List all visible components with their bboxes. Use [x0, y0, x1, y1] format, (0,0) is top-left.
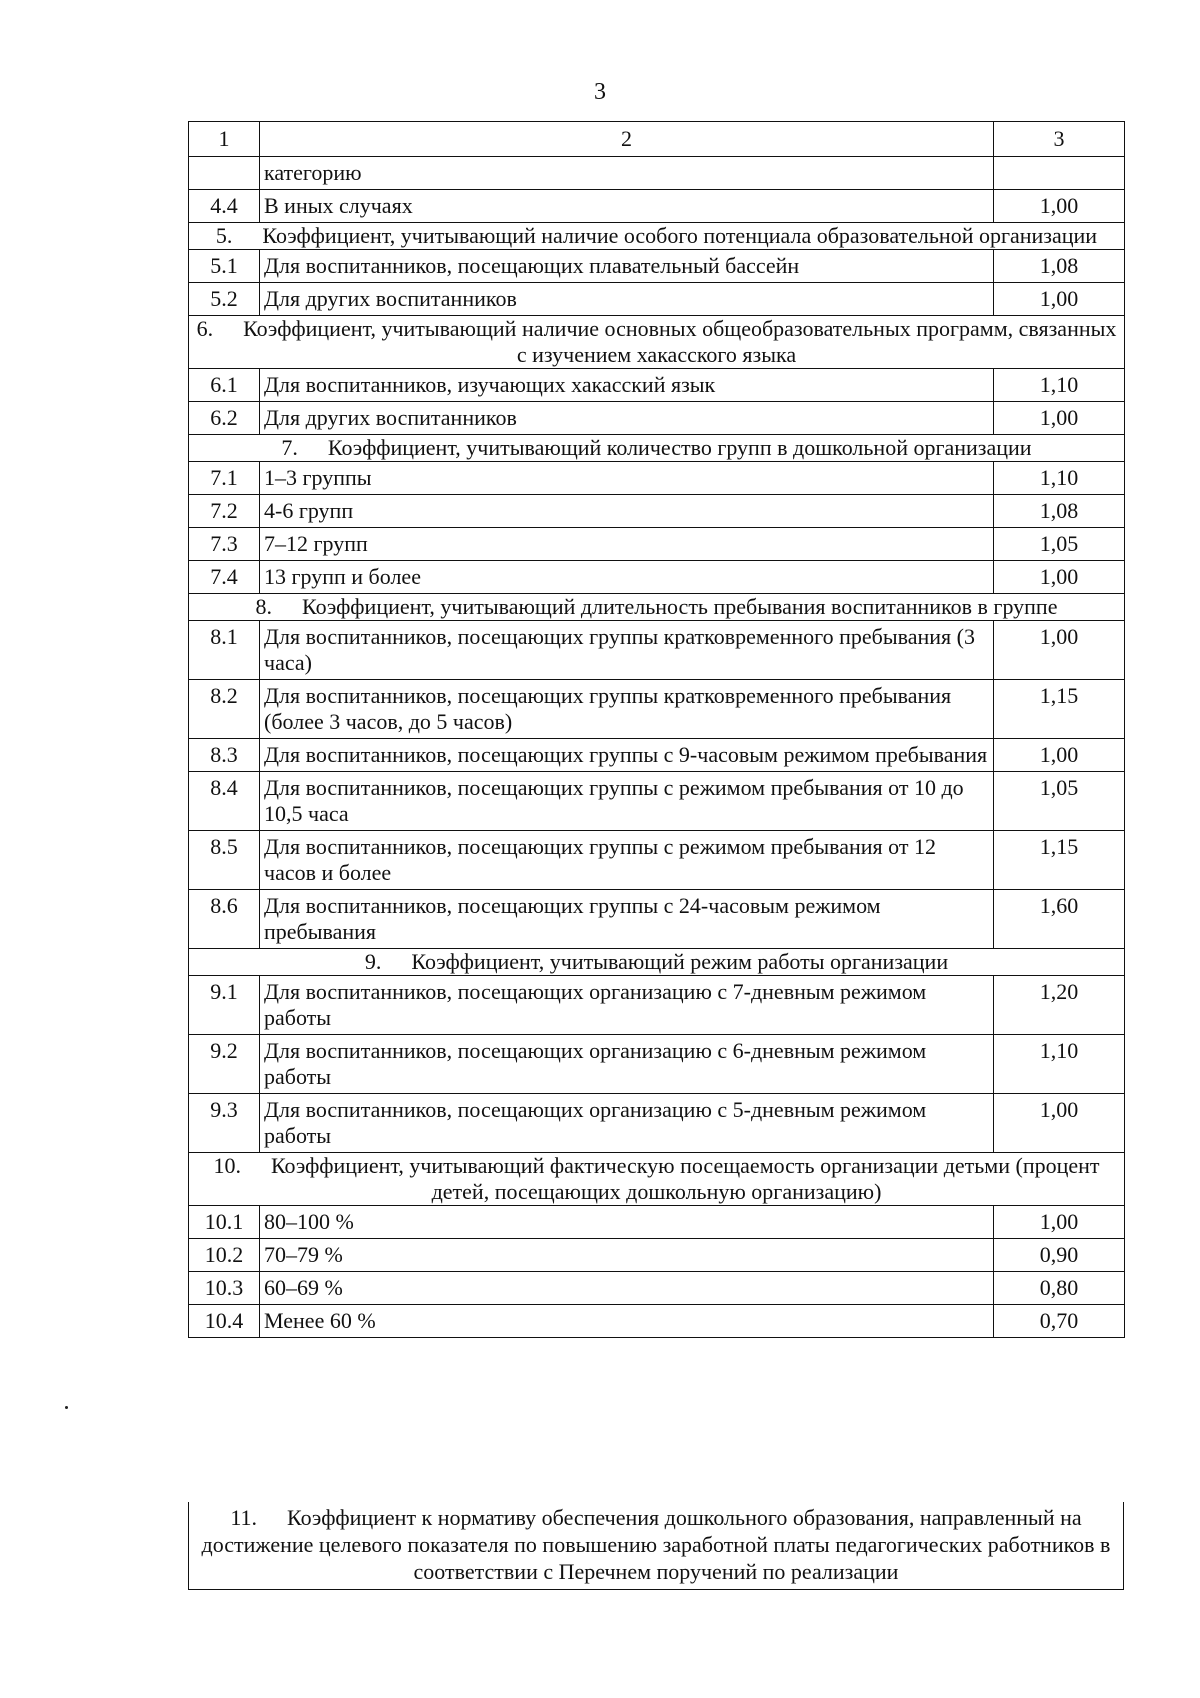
table-row: [189, 402, 1125, 435]
row-description: Для других воспитанников: [260, 283, 994, 316]
table-row: [189, 462, 1125, 495]
row-number: 8.6: [189, 890, 260, 949]
row-description: 7–12 групп: [260, 528, 994, 561]
section-title: Коэффициент, учитывающий режим работы организации: [411, 949, 949, 974]
table-row: [189, 1035, 1125, 1094]
row-coefficient: 1,10: [994, 1035, 1125, 1094]
table-row: [189, 190, 1125, 223]
row-number: 5.2: [189, 283, 260, 316]
table-row: [189, 369, 1125, 402]
final-section-text: Коэффициент к нормативу обеспечения дошкольного образования, направленный на достижение целевого показателя по повышению заработной платы педагогических работников в соответствии с Перечнем поручений по реализации: [201, 1505, 1111, 1584]
row-number: 5.1: [189, 250, 260, 283]
section-cell: [189, 223, 1125, 250]
row-description: 80–100 %: [260, 1206, 994, 1239]
table-row: [189, 1305, 1125, 1338]
section-cell: [189, 435, 1125, 462]
row-coefficient: 1,60: [994, 890, 1125, 949]
row-coefficient: 1,00: [994, 1206, 1125, 1239]
header-col-2: 2: [260, 122, 994, 157]
row-description: Для воспитанников, посещающих группы с режимом пребывания от 10 до 10,5 часа: [260, 772, 994, 831]
row-description: 60–69 %: [260, 1272, 994, 1305]
section-row: [189, 316, 1125, 369]
table-row: [189, 831, 1125, 890]
section-row: [189, 594, 1125, 621]
row-number: 7.1: [189, 462, 260, 495]
stray-mark: [65, 1406, 68, 1409]
section-number: 5.: [215, 223, 233, 248]
row-coefficient: 0,70: [994, 1305, 1125, 1338]
row-coefficient: 1,10: [994, 369, 1125, 402]
row-number: 8.5: [189, 831, 260, 890]
row-description: В иных случаях: [260, 190, 994, 223]
row-description: Для воспитанников, посещающих группы с 24-часовым режимом пребывания: [260, 890, 994, 949]
row-number: 8.3: [189, 739, 260, 772]
section-number: 9.: [364, 949, 382, 974]
section-number: 6.: [196, 316, 214, 341]
row-coefficient: 1,05: [994, 528, 1125, 561]
row-coefficient: 0,80: [994, 1272, 1125, 1305]
row-coefficient: 1,10: [994, 462, 1125, 495]
table-row: [189, 890, 1125, 949]
row-description: Для воспитанников, посещающих организацию с 5-дневным режимом работы: [260, 1094, 994, 1153]
row-coefficient: 1,20: [994, 976, 1125, 1035]
table-row: [189, 976, 1125, 1035]
section-number: 10.: [213, 1153, 241, 1178]
table-row: [189, 1206, 1125, 1239]
section-title: Коэффициент, учитывающий наличие особого потенциала образовательной организации: [262, 223, 1098, 248]
row-description: Для воспитанников, посещающих группы с режимом пребывания от 12 часов и более: [260, 831, 994, 890]
table-row: [189, 528, 1125, 561]
section-title: Коэффициент, учитывающий фактическую посещаемость организации детьми (процент детей, посещающих дошкольную организацию): [270, 1153, 1100, 1204]
row-coefficient: 1,00: [994, 1094, 1125, 1153]
row-number: 8.2: [189, 680, 260, 739]
table-row: [189, 283, 1125, 316]
header-col-3: 3: [994, 122, 1125, 157]
row-description: Для воспитанников, посещающих группы кратковременного пребывания (более 3 часов, до 5 часов): [260, 680, 994, 739]
section-cell: [189, 949, 1125, 976]
row-description: 1–3 группы: [260, 462, 994, 495]
table-row: [189, 157, 1125, 190]
section-row: [189, 1153, 1125, 1206]
row-coefficient: 0,90: [994, 1239, 1125, 1272]
section-cell: [189, 316, 1125, 369]
table-row: [189, 739, 1125, 772]
row-coefficient: 1,00: [994, 190, 1125, 223]
row-description: Для воспитанников, посещающих организацию с 6-дневным режимом работы: [260, 1035, 994, 1094]
row-coefficient: 1,15: [994, 680, 1125, 739]
table-row: [189, 250, 1125, 283]
section-title: Коэффициент, учитывающий количество групп в дошкольной организации: [327, 435, 1032, 460]
row-number: 8.4: [189, 772, 260, 831]
row-description: Для воспитанников, посещающих группы кратковременного пребывания (3 часа): [260, 621, 994, 680]
table-header-row: [189, 122, 1125, 157]
section-cell: [189, 594, 1125, 621]
section-title: Коэффициент, учитывающий длительность пребывания воспитанников в группе: [302, 594, 1058, 619]
section-row: [189, 223, 1125, 250]
coefficient-table: [188, 121, 1125, 1338]
final-section: [188, 1502, 1124, 1590]
table-row: [189, 1272, 1125, 1305]
row-coefficient: 1,00: [994, 283, 1125, 316]
row-number: 9.2: [189, 1035, 260, 1094]
header-col-1: 1: [189, 122, 260, 157]
row-description: 13 групп и более: [260, 561, 994, 594]
row-number: 7.2: [189, 495, 260, 528]
row-description: Для воспитанников, посещающих группы с 9-часовым режимом пребывания: [260, 739, 994, 772]
row-number: 9.3: [189, 1094, 260, 1153]
row-number: 6.1: [189, 369, 260, 402]
section-cell: [189, 1153, 1125, 1206]
table-row: [189, 1239, 1125, 1272]
table-row: [189, 495, 1125, 528]
page-number: 3: [594, 79, 606, 105]
row-number: 7.4: [189, 561, 260, 594]
section-number: 8.: [255, 594, 273, 619]
row-description: Менее 60 %: [260, 1305, 994, 1338]
row-description: Для других воспитанников: [260, 402, 994, 435]
table-row: [189, 772, 1125, 831]
row-number: 10.1: [189, 1206, 260, 1239]
section-row: [189, 949, 1125, 976]
row-number: 10.2: [189, 1239, 260, 1272]
row-coefficient: 1,15: [994, 831, 1125, 890]
row-number: 6.2: [189, 402, 260, 435]
table-row: [189, 680, 1125, 739]
section-title: Коэффициент, учитывающий наличие основных общеобразовательных программ, связанных с изучением хакасского языка: [243, 316, 1117, 367]
row-coefficient: 1,08: [994, 495, 1125, 528]
table-row: [189, 1094, 1125, 1153]
row-coefficient: 1,00: [994, 561, 1125, 594]
row-description: категорию: [260, 157, 994, 190]
row-description: 4-6 групп: [260, 495, 994, 528]
row-number: 8.1: [189, 621, 260, 680]
row-description: Для воспитанников, изучающих хакасский язык: [260, 369, 994, 402]
section-number: 7.: [281, 435, 298, 460]
row-number: 10.4: [189, 1305, 260, 1338]
row-number: 10.3: [189, 1272, 260, 1305]
row-coefficient: 1,00: [994, 621, 1125, 680]
row-description: Для воспитанников, посещающих плавательный бассейн: [260, 250, 994, 283]
table-row: [189, 621, 1125, 680]
row-coefficient: [994, 157, 1125, 190]
row-coefficient: 1,05: [994, 772, 1125, 831]
row-coefficient: 1,08: [994, 250, 1125, 283]
final-section-number: 11.: [230, 1505, 258, 1530]
table-row: [189, 561, 1125, 594]
row-number: 4.4: [189, 190, 260, 223]
row-coefficient: 1,00: [994, 739, 1125, 772]
row-description: 70–79 %: [260, 1239, 994, 1272]
table-body: [189, 122, 1125, 1338]
row-number: 7.3: [189, 528, 260, 561]
row-number: 9.1: [189, 976, 260, 1035]
row-number: [189, 157, 260, 190]
row-coefficient: 1,00: [994, 402, 1125, 435]
row-description: Для воспитанников, посещающих организацию с 7-дневным режимом работы: [260, 976, 994, 1035]
section-row: [189, 435, 1125, 462]
